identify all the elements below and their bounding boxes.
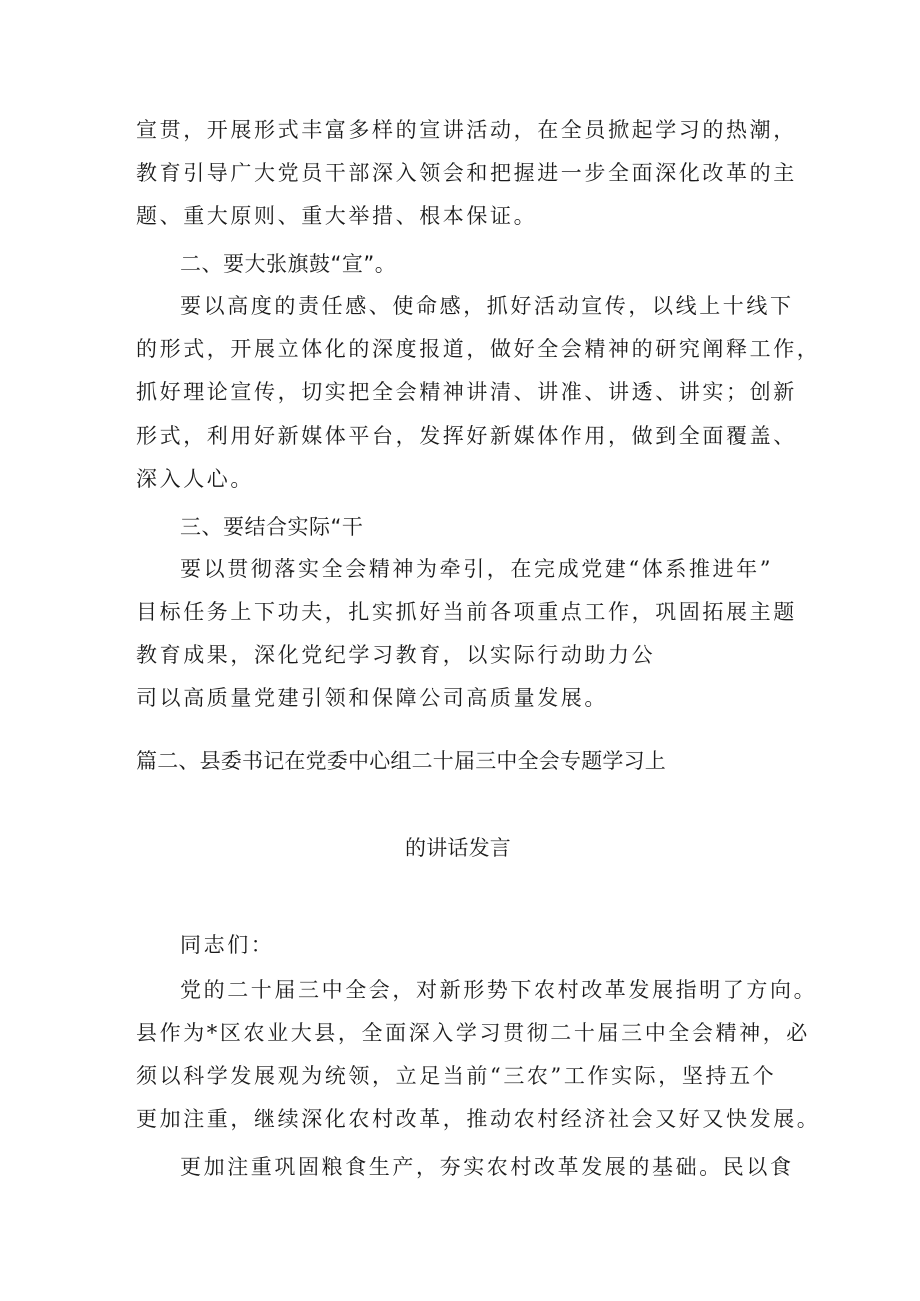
paragraph-line: 的形式，开展立体化的深度报道，做好全会精神的研究阐释工作， [136, 337, 821, 361]
paragraph-line: 教育引导广大党员干部深入领会和把握进一步全面深化改革的主 [136, 161, 797, 185]
article-title-line1: 篇二、县委书记在党委中心组二十届三中全会专题学习上 [136, 749, 666, 773]
article-title-line2: 的讲话发言 [405, 836, 511, 860]
paragraph-line: 题、重大原则、重大举措、根本保证。 [136, 204, 538, 228]
paragraph-line: 目标任务上下功夫，扎实抓好当前各项重点工作，巩固拓展主题 [136, 600, 797, 624]
paragraph-line: 县作为*区农业大县，全面深入学习贯彻二十届三中全会精神，必 [136, 1021, 810, 1045]
paragraph-line: 要以高度的责任感、使命感，抓好活动宣传，以线上十线下 [180, 294, 794, 318]
paragraph-line: 宣贯，开展形式丰富多样的宣讲活动，在全员掀起学习的热潮， [136, 118, 797, 142]
paragraph-line: 党的二十届三中全会，对新形势下农村改革发展指明了方向。 [180, 978, 818, 1002]
salutation: 同志们： [180, 933, 275, 957]
paragraph-line: 更加注重，继续深化农村改革，推动农村经济社会又好又快发展。 [136, 1107, 821, 1131]
paragraph-line: 更加注重巩固粮食生产，夯实农村改革发展的基础。民以食 [180, 1155, 794, 1179]
paragraph-line: 要以贯彻落实全会精神为牵引，在完成党建“体系推进年” [180, 557, 774, 581]
paragraph-line: 司以高质量党建引领和保障公司高质量发展。 [136, 686, 608, 710]
paragraph-line: 深入人心。 [136, 467, 254, 491]
paragraph-line: 形式，利用好新媒体平台，发挥好新媒体作用，做到全面覆盖、 [136, 424, 797, 448]
paragraph-line: 抓好理论宣传，切实把全会精神讲清、讲准、讲透、讲实；创新 [136, 380, 797, 404]
section-heading: 三、要结合实际“干 [180, 515, 364, 539]
paragraph-line: 须以科学发展观为统领，立足当前“三农”工作实际，坚持五个 [136, 1064, 777, 1088]
section-heading: 二、要大张旗鼓“宣”。 [180, 252, 397, 276]
paragraph-line: 教育成果，深化党纪学习教育，以实际行动助力公 [136, 643, 656, 667]
